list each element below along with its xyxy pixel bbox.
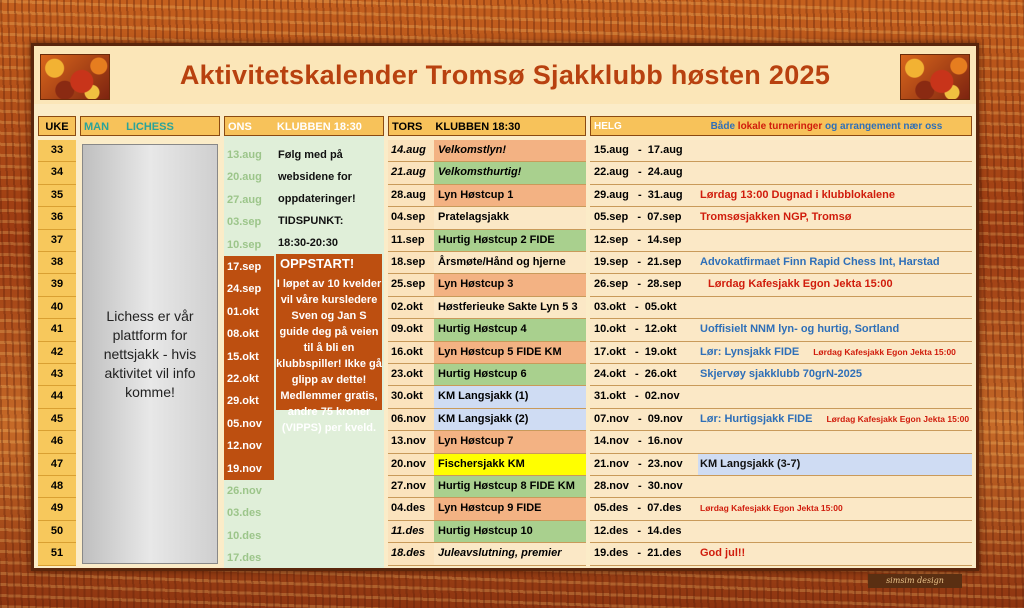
tors-event: Lyn Høstcup 9 FIDE (434, 498, 586, 519)
tors-date: 06.nov (388, 409, 434, 430)
helg-event (698, 476, 972, 497)
helg-date: 10.okt - 12.okt (594, 323, 677, 336)
helg-event-text: Lørdag Kafesjakk Egon Jekta 15:00 (700, 503, 843, 514)
tors-event: Lyn Høstcup 7 (434, 431, 586, 452)
ons-date: 24.sep (224, 278, 274, 300)
helg-event (698, 140, 972, 161)
ons-date: 01.okt (224, 301, 274, 323)
week-number: 37 (38, 230, 76, 252)
helg-date: 26.sep - 28.sep (594, 278, 682, 291)
helg-date: 22.aug - 24.aug (594, 166, 683, 179)
tors-row (388, 431, 586, 453)
tors-date: 13.nov (388, 431, 434, 452)
tors-event: Lyn Høstcup 3 (434, 274, 586, 295)
ons-date: 19.nov (224, 458, 274, 480)
helg-row (590, 409, 972, 431)
week-number: 43 (38, 364, 76, 386)
ons-date: 22.okt (224, 368, 274, 390)
helg-date: 19.sep - 21.sep (594, 256, 682, 268)
ons-date: 26.nov (227, 485, 262, 497)
week-number: 40 (38, 297, 76, 319)
helg-event (698, 431, 972, 452)
ons-date: 10.des (227, 529, 262, 542)
helg-event-text: Tromsøsjakken NGP, Tromsø (700, 211, 852, 224)
helg-date: 17.okt - 19.okt (594, 345, 677, 358)
week-number: 39 (38, 274, 76, 296)
weekend-column (590, 116, 972, 568)
helg-row (590, 476, 972, 498)
helg-event (698, 454, 972, 475)
tors-date: 04.sep (388, 207, 434, 228)
helg-event-text: Lør: Hurtigsjakk FIDE (700, 412, 813, 425)
helg-event (698, 521, 972, 542)
tors-date: 21.aug (388, 162, 434, 183)
ons-date: 12.nov (224, 435, 274, 457)
helg-row (590, 364, 972, 386)
tors-date: 18.des (388, 543, 434, 564)
header-helg-note-c: og arrangement nær oss (825, 121, 943, 132)
week-number: 45 (38, 409, 76, 431)
week-number: 49 (38, 498, 76, 520)
tors-row (388, 319, 586, 341)
header-tors (388, 116, 586, 136)
helg-event-text: Lør: Lynsjakk FIDE (700, 345, 800, 358)
ons-date: 03.des (227, 507, 262, 520)
helg-event (698, 207, 972, 228)
tors-date: 04.des (388, 498, 434, 519)
tors-row (388, 252, 586, 274)
ons-info-line: 18:30-20:30 (278, 237, 338, 249)
header-helg-label: HELG (594, 121, 622, 132)
helg-row (590, 185, 972, 207)
tors-row (388, 207, 586, 229)
helg-date: 29.aug - 31.aug (594, 188, 683, 201)
header-tors-klubben: KLUBBEN 18:30 (435, 121, 521, 133)
tors-event: Årsmøte/Hånd og hjerne (434, 252, 586, 273)
tors-row (388, 230, 586, 252)
ons-date: 08.okt (224, 323, 274, 345)
tors-row (388, 521, 586, 543)
week-number: 41 (38, 319, 76, 341)
tors-row (388, 543, 586, 565)
header-uke: UKE (38, 116, 76, 136)
tors-event: Velkomsthurtig! (434, 162, 586, 183)
tors-event: Hurtig Høstcup 6 (434, 364, 586, 385)
header-man (80, 116, 220, 136)
tors-date: 11.sep (388, 230, 434, 251)
week-number: 38 (38, 252, 76, 274)
lichess-note: Lichess er vår plattform for nettsjakk - hvis aktivitet vil info komme! (82, 144, 218, 564)
monday-column (80, 116, 220, 568)
ons-info-line: oppdateringer! (278, 193, 356, 205)
helg-event (698, 297, 972, 318)
ons-date: 27.aug (227, 193, 262, 206)
helg-date: 24.okt - 26.okt (594, 368, 677, 380)
helg-date: 12.sep - 14.sep (594, 233, 682, 246)
tors-date: 18.sep (388, 252, 434, 273)
helg-date: 28.nov - 30.nov (594, 480, 683, 492)
helg-date: 21.nov - 23.nov (594, 457, 683, 470)
ons-date: 15.okt (224, 346, 274, 368)
wednesday-column (224, 116, 384, 568)
tors-row (388, 498, 586, 520)
helg-row (590, 498, 972, 520)
helg-row (590, 297, 972, 319)
helg-date: 15.aug - 17.aug (594, 144, 683, 156)
tors-row (388, 162, 586, 184)
helg-row (590, 319, 972, 341)
page-title: Aktivitetskalender Tromsø Sjakklubb høsten 2025 (179, 60, 831, 90)
header-helg-note-b: lokale turneringer (737, 121, 823, 132)
helg-date: 05.des - 07.des (594, 502, 682, 515)
helg-row (590, 140, 972, 162)
tors-event: KM Langsjakk (1) (434, 386, 586, 407)
week-column (38, 116, 76, 568)
ons-date: 20.aug (227, 171, 262, 184)
helg-row (590, 342, 972, 364)
tors-row (388, 454, 586, 476)
ons-date: 29.okt (224, 390, 274, 412)
autumn-leaves-image-right (900, 54, 970, 100)
week-number: 34 (38, 162, 76, 184)
header-ons (224, 116, 384, 136)
ons-date: 05.nov (224, 413, 274, 435)
helg-event-text: God jul!! (700, 547, 746, 560)
week-number: 48 (38, 476, 76, 498)
week-number: 47 (38, 454, 76, 476)
helg-event (698, 252, 972, 273)
helg-date: 19.des - 21.des (594, 547, 682, 560)
helg-event (698, 185, 972, 206)
tors-event: Velkomstlyn! (434, 140, 586, 161)
header-helg-note-a: Både (710, 121, 736, 132)
ons-info-line: TIDSPUNKT: (278, 215, 344, 227)
helg-event-text: Skjervøy sjakklubb 70grN-2025 (700, 368, 863, 380)
helg-row (590, 230, 972, 252)
tors-date: 11.des (388, 521, 434, 542)
thursday-column (388, 116, 586, 568)
tors-row (388, 409, 586, 431)
ons-date: 03.sep (227, 216, 262, 229)
header-lichess-label: LICHESS (126, 121, 174, 133)
ons-date: 17.sep (224, 256, 274, 278)
helg-event (698, 342, 972, 363)
helg-row (590, 162, 972, 184)
tors-event: Pratelagsjakk (434, 207, 586, 228)
helg-event (698, 162, 972, 183)
tors-date: 14.aug (388, 140, 434, 161)
tors-date: 28.aug (388, 185, 434, 206)
week-number: 50 (38, 521, 76, 543)
helg-row (590, 386, 972, 408)
helg-event-text: KM Langsjakk (3-7) (700, 457, 801, 470)
helg-event-text: Lørdag Kafesjakk Egon Jekta 15:00 (708, 278, 893, 291)
tors-event: Fischersjakk KM (434, 454, 586, 475)
header-ons-label: ONS (225, 121, 252, 133)
tors-date: 20.nov (388, 454, 434, 475)
helg-row (590, 454, 972, 476)
helg-event (698, 386, 972, 407)
week-number: 36 (38, 207, 76, 229)
tors-row (388, 274, 586, 296)
tors-event: Hurtig Høstcup 8 FIDE KM (434, 476, 586, 497)
helg-event (698, 409, 972, 430)
tors-date: 25.sep (388, 274, 434, 295)
tors-row (388, 297, 586, 319)
tors-row (388, 185, 586, 207)
helg-row (590, 252, 972, 274)
oppstart-label: OPPSTART! (276, 254, 382, 274)
tors-event: Hurtig Høstcup 2 FIDE (434, 230, 586, 251)
helg-date: 07.nov - 09.nov (594, 412, 683, 425)
helg-row (590, 521, 972, 543)
tors-row (388, 342, 586, 364)
tors-event: Hurtig Høstcup 10 (434, 521, 586, 542)
ons-info-note (278, 144, 382, 254)
ons-info-line: websidene for (278, 171, 352, 183)
helg-event-text: Lørdag 13:00 Dugnad i klubblokalene (700, 188, 895, 201)
helg-event-extra: Lørdag Kafesjakk Egon Jekta 15:00 (813, 346, 956, 357)
tors-event: Hurtig Høstcup 4 (434, 319, 586, 340)
week-number: 44 (38, 386, 76, 408)
helg-date: 12.des - 14.des (594, 524, 682, 537)
ons-date: 13.aug (227, 149, 262, 161)
helg-row (590, 274, 972, 296)
tors-date: 02.okt (388, 297, 434, 318)
helg-date: 31.okt - 02.nov (594, 390, 680, 403)
title-bar (34, 46, 976, 104)
header-ons-klubben: KLUBBEN 18:30 (276, 121, 362, 133)
course-info-text: I løpet av 10 kvelder vil våre kursledere Sven og Jan S guide deg på veien til å bli en klubbspiller! Ikke gå glipp av dette! Medlemmer gratis, andre 75 kroner (VIPPS) per kveld. (276, 278, 382, 434)
tors-row (388, 140, 586, 162)
week-number: 46 (38, 431, 76, 453)
helg-date: 14.nov - 16.nov (594, 435, 683, 448)
tors-date: 16.okt (388, 342, 434, 363)
helg-date: 05.sep - 07.sep (594, 211, 682, 224)
tors-date: 23.okt (388, 364, 434, 385)
helg-date: 03.okt - 05.okt (594, 300, 677, 313)
tors-event: Lyn Høstcup 5 FIDE KM (434, 342, 586, 363)
calendar-board (34, 46, 976, 568)
ons-date: 10.sep (227, 238, 262, 251)
tors-row (388, 364, 586, 386)
tors-date: 27.nov (388, 476, 434, 497)
tors-event: Lyn Høstcup 1 (434, 185, 586, 206)
header-helg (590, 116, 972, 136)
helg-event-text: Advokatfirmaet Finn Rapid Chess Int, Harstad (700, 256, 940, 268)
helg-event (698, 364, 972, 385)
ons-info-line: Følg med på (278, 149, 343, 161)
tors-row (388, 476, 586, 498)
week-number: 35 (38, 185, 76, 207)
helg-row (590, 543, 972, 565)
helg-event-extra: Lørdag Kafesjakk Egon Jekta 15:00 (826, 413, 970, 424)
design-credit: simsim design (868, 574, 962, 588)
tors-date: 09.okt (388, 319, 434, 340)
helg-row (590, 207, 972, 229)
helg-event (698, 543, 972, 564)
header-tors-label: TORS (392, 121, 423, 133)
tors-row (388, 386, 586, 408)
week-number: 42 (38, 342, 76, 364)
week-number: 33 (38, 140, 76, 162)
helg-row (590, 431, 972, 453)
helg-event (698, 230, 972, 251)
tors-event: KM Langsjakk (2) (434, 409, 586, 430)
header-man-label: MAN (84, 121, 110, 133)
ons-date: 17.des (227, 552, 262, 565)
tors-event: Høstferieuke Sakte Lyn 5 3 (434, 297, 586, 318)
helg-event (698, 498, 972, 519)
week-number: 51 (38, 543, 76, 565)
tors-event: Juleavslutning, premier (434, 543, 586, 564)
helg-event-text: Uoffisielt NNM lyn- og hurtig, Sortland (700, 323, 900, 336)
helg-event (698, 274, 972, 295)
tors-date: 30.okt (388, 386, 434, 407)
helg-event (698, 319, 972, 340)
